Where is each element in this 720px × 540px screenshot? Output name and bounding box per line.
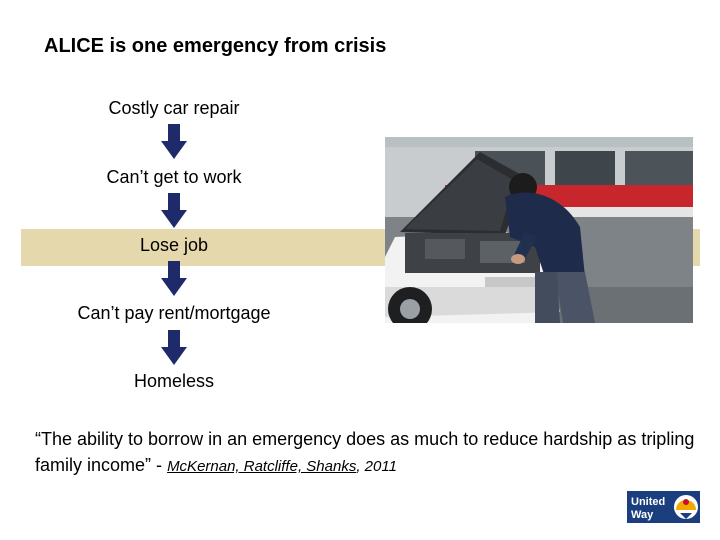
- united-way-logo: [627, 491, 700, 523]
- step-cant-get-to-work: Can’t get to work: [106, 167, 242, 187]
- down-arrow-icon: [161, 261, 187, 297]
- slide-title: ALICE is one emergency from crisis: [44, 35, 387, 57]
- step-costly-car-repair: Costly car repair: [108, 98, 240, 118]
- quote-block: [35, 426, 705, 480]
- down-arrow-icon: [161, 124, 187, 160]
- svg-text:Way: Way: [631, 509, 654, 521]
- quote-text: “The ability to borrow in an emergency does as much to reduce hardship as tripling family income”: [35, 429, 695, 475]
- down-arrow-icon: [161, 330, 187, 366]
- down-arrow-icon: [161, 193, 187, 229]
- step-cant-pay-rent: Can’t pay rent/mortgage: [77, 303, 271, 323]
- step-homeless: Homeless: [133, 371, 215, 391]
- citation-year: , 2011: [356, 458, 397, 475]
- car-repair-photo: [385, 137, 693, 323]
- citation-authors-link[interactable]: McKernan, Ratcliffe, Shanks: [167, 458, 357, 475]
- svg-text:United: United: [631, 496, 666, 508]
- step-lose-job: Lose job: [139, 235, 209, 255]
- quote-dash: -: [156, 455, 163, 475]
